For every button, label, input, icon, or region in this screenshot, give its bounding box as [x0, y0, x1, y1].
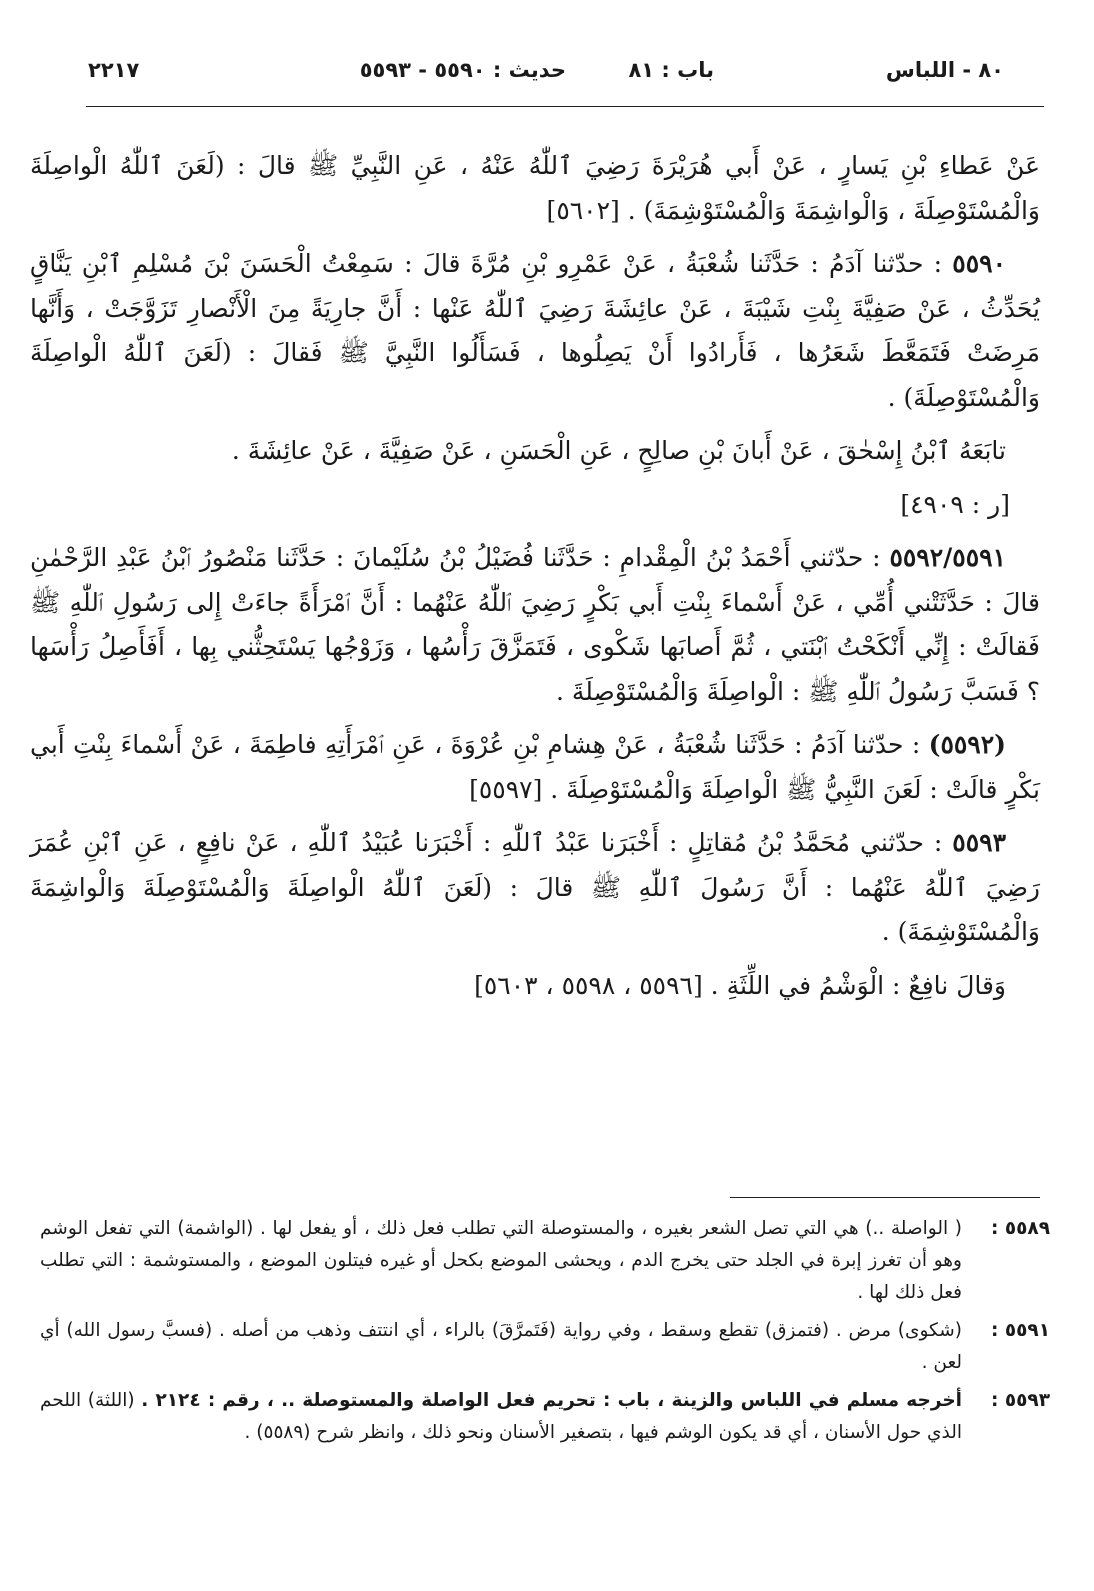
- footnote-text: (شكوى) مرض . (فتمزق) تقطع وسقط ، وفي رواية (فَتَمرَّقَ) بالراء ، أي انتتف وذهب من أصله . (فسبَّ رسول الله) أي لعن .: [40, 1320, 962, 1373]
- paragraph-text: تابَعَهُ ٱبْنُ إِسْحٰقَ ، عَنْ أَبانَ بْنِ صالِحٍ ، عَنِ الْحَسَنِ ، عَنْ صَفِيَّةَ ، عَنْ عائِشَةَ .: [231, 436, 1006, 465]
- cross-reference: [30, 483, 1040, 528]
- footnote-source: أخرجه مسلم في اللباس والزينة ، باب : تحريم فعل الواصلة والمستوصلة .. ، رقم : ٢١٢٤ .: [141, 1390, 963, 1411]
- hadith-5593: [30, 821, 1040, 955]
- hadith-5590: [30, 242, 1040, 420]
- paragraph-continuation: [30, 144, 1040, 233]
- reference-text: [ر : ٤٩٠٩]: [900, 489, 1010, 519]
- footnote-divider: [730, 1197, 1040, 1198]
- paragraph-text: عَنْ عَطاءِ بْنِ يَسارٍ ، عَنْ أَبي هُرَيْرَةَ رَضِيَ ٱللّٰهُ عَنْهُ ، عَنِ النَّبِيِّ ﷺ قالَ : (لَعَنَ ٱللّٰهُ الْواصِلَةَ وَالْمُسْتَوْصِلَةَ ، وَالْواشِمَةَ وَالْمُسْتَوْشِمَةَ) . [٥٦٠٢]: [30, 151, 1040, 225]
- hadith-text: : حدّثني أَحْمَدُ بْنُ الْمِقْدامِ : حَدَّثَنا فُضَيْلُ بْنُ سُلَيْمانَ : حَدَّثَنا مَنْصُورُ ٱبْنُ عَبْدِ الرَّحْمٰنِ قالَ : حَدَّثَتْني أُمِّي ، عَنْ أَسْماءَ بِنْتِ أَبي بَكْرٍ رَضِيَ ٱللّٰهُ عَنْهُما : أَنَّ ٱمْرَأَةً جاءَتْ إِلى رَسُولِ ٱللّٰهِ ﷺ فَقالَتْ : إِنِّي أَنْكَحْتُ ٱبْنَتي ، ثُمَّ أَصابَها شَكْوى ، فَتَمَزَّقَ رَأْسُها ، وَزَوْجُها يَسْتَحِثُّني بِها ، أَفَأَصِلُ رَأْسَها ؟ فَسَبَّ رَسُولُ ٱللّٰهِ ﷺ : الْواصِلَةَ وَالْمُسْتَوْصِلَةَ .: [30, 543, 1040, 706]
- paragraph-text: وَقالَ نافِعٌ : الْوَشْمُ في اللِّثَةِ . [٥٥٩٦ ، ٥٥٩٨ ، ٥٦٠٣]: [474, 970, 1006, 1000]
- hadith-text: : حدّثنا آدَمُ : حَدَّثَنا شُعْبَةُ ، عَنْ هِشامِ بْنِ عُرْوَةَ ، عَنِ ٱمْرَأَتِهِ فاطِمَةَ ، عَنْ أَسْماءَ بِنْتِ أَبي بَكْرٍ قالَتْ : لَعَنَ النَّبِيُّ ﷺ الْواصِلَةَ وَالْمُسْتَوْصِلَةَ . [٥٥٩٧]: [30, 730, 1040, 804]
- hadith-number: (٥٥٩٢): [928, 730, 1006, 759]
- footnotes: [40, 1213, 1050, 1455]
- hadith-5591: [30, 536, 1040, 714]
- mutaba-note: [30, 429, 1040, 474]
- footnote-number: ٥٥٩٣ :: [990, 1390, 1050, 1411]
- page-number: ٢٢١٧: [88, 58, 140, 82]
- footnote-number: ٥٥٩١ :: [990, 1320, 1050, 1341]
- footnote-number: ٥٥٨٩ :: [990, 1218, 1050, 1239]
- footnote-text: ( الواصلة ..) هي التي تصل الشعر بغيره ، والمستوصلة التي تطلب فعل ذلك ، أو يفعل لها . (الواشمة) التي تفعل الوشم وهو أن تغرز إبرة في الجلد حتى يخرج الدم ، ويحشى الموضع بكحل أو غيره فيتلون الموضع ، والمستوشمة : التي تطلب فعل ذلك لها .: [40, 1218, 962, 1303]
- bab-number: باب : ٨١: [628, 58, 714, 82]
- chapter-title: ٨٠ - اللباس: [885, 58, 1004, 82]
- running-header: [88, 58, 1044, 94]
- hadith-number: ٥٥٩٣: [952, 828, 1006, 857]
- footnote-5589: [40, 1213, 1050, 1309]
- hadith-text: : حدّثنا آدَمُ : حَدَّثَنا شُعْبَةُ ، عَنْ عَمْرِو بْنِ مُرَّةَ قالَ : سَمِعْتُ الْحَسَنَ بْنَ مُسْلِمِ ٱبْنِ يَنَّاقٍ يُحَدِّثُ ، عَنْ صَفِيَّةَ بِنْتِ شَيْبَةَ ، عَنْ عائِشَةَ رَضِيَ ٱللّٰهُ عَنْها : أَنَّ جارِيَةً مِنَ الْأَنْصارِ تَزَوَّجَتْ ، وَأَنَّها مَرِضَتْ فَتَمَعَّطَ شَعَرُها ، فَأَرادُوا أَنْ يَصِلُوها ، فَسَأَلُوا النَّبِيَّ ﷺ فَقالَ : (لَعَنَ ٱللّٰهُ الْواصِلَةَ وَالْمُسْتَوْصِلَةَ) .: [30, 249, 1040, 412]
- hadith-5592: [30, 723, 1040, 812]
- hadith-number: ٥٥٩٠: [952, 249, 1006, 278]
- footnote-5591: [40, 1315, 1050, 1379]
- header-divider: [86, 106, 1044, 107]
- hadith-text: : حدّثني مُحَمَّدُ بْنُ مُقاتِلٍ : أَخْبَرَنا عَبْدُ ٱللّٰهِ : أَخْبَرَنا عُبَيْدُ ٱللّٰهِ ، عَنْ نافِعٍ ، عَنِ ٱبْنِ عُمَرَ رَضِيَ ٱللّٰهُ عَنْهُما : أَنَّ رَسُولَ ٱللّٰهِ ﷺ قالَ : (لَعَنَ ٱللّٰهُ الْواصِلَةَ وَالْمُسْتَوْصِلَةَ وَالْواشِمَةَ وَالْمُسْتَوْشِمَةَ) .: [30, 828, 1040, 946]
- main-text: [30, 144, 1040, 1008]
- footnote-5593: [40, 1385, 1050, 1449]
- hadith-range: حديث : ٥٥٩٠ - ٥٥٩٣: [359, 58, 566, 82]
- footnote-text: (اللثة) اللحم الذي حول الأسنان ، أي قد يكون الوشم فيها ، بتصغير الأسنان ونحو ذلك ، وانظر شرح (٥٥٨٩) .: [40, 1390, 962, 1443]
- hadith-number: ٥٥٩٢/٥٥٩١: [889, 543, 1006, 572]
- nafi-statement: [30, 964, 1040, 1009]
